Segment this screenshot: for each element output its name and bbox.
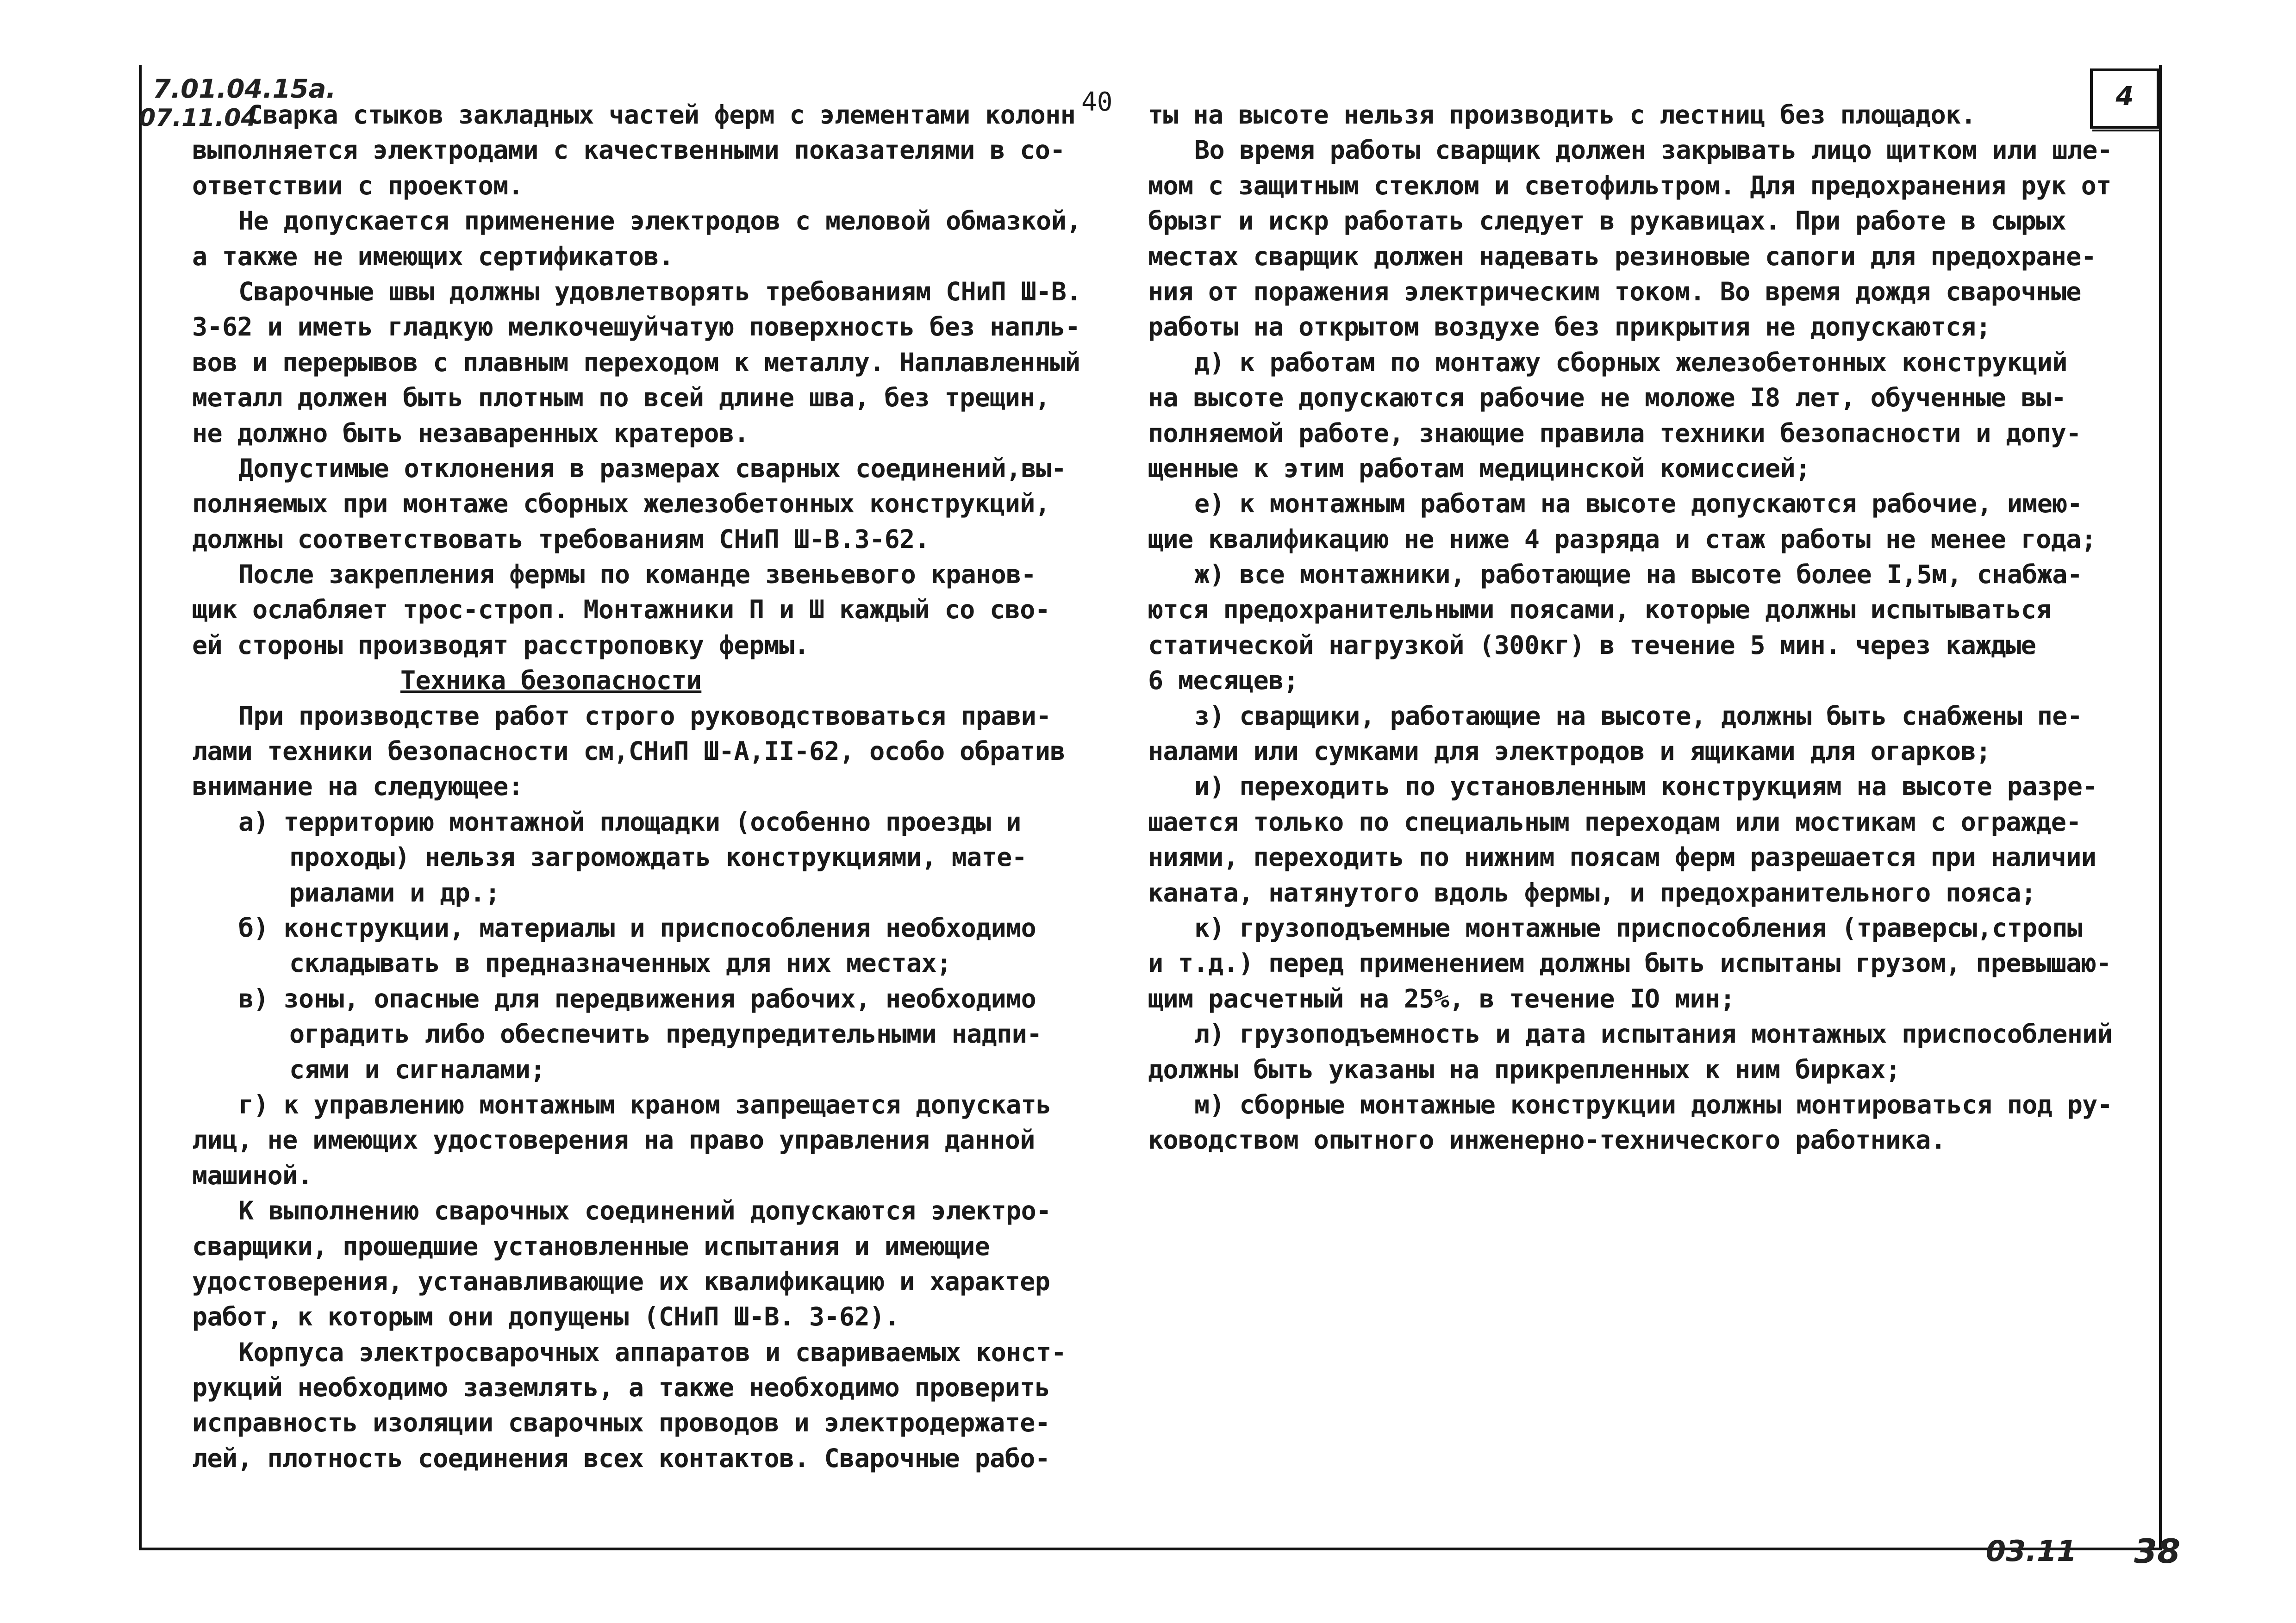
text-line: щенные к этим работам медицинской комиссией; [1148, 453, 1810, 483]
text-line: проходы) нельзя загромождать конструкциями, мате- [289, 842, 1027, 872]
text-line: и т.д.) перед применением должны быть испытаны грузом, превышаю- [1148, 948, 2111, 978]
text-line: Допустимые отклонения в размерах сварных соединений,вы- [238, 453, 1067, 483]
text-line: брызг и искр работать следует в рукавицах. При работе в сырых [1148, 206, 2066, 236]
text-line: После закрепления фермы по команде звеньевого кранов- [238, 560, 1036, 590]
text-line: Сварка стыков закладных частей ферм с элементами колонн [248, 100, 1076, 130]
list-item: м) сборные монтажные конструкции должны монтироваться под ру- [1194, 1089, 2113, 1119]
text-line: а также не имеющих сертификатов. [192, 241, 674, 271]
text-line: сварщики, прошедшие установленные испытания и имеющие [192, 1231, 990, 1261]
text-line: ты на высоте нельзя производить с лестниц без площадок. [1148, 100, 1976, 130]
list-item: з) сварщики, работающие на высоте, должны быть снабжены пе- [1194, 701, 2083, 731]
text-line: лей, плотность соединения всех контактов. Сварочные рабо- [192, 1443, 1050, 1473]
text-line: не должно быть незаваренных кратеров. [192, 418, 749, 448]
text-line: ей стороны производят расстроповку фермы. [192, 630, 810, 660]
text-line: ководством опытного инженерно-технического работника. [1148, 1125, 1946, 1155]
handwritten-date: 07.11.04 [139, 104, 258, 132]
text-line: на высоте допускаются рабочие не моложе I8 лет, обученные вы- [1148, 383, 2066, 413]
section-heading: Техника безопасности [400, 665, 702, 696]
text-line: внимание на следующее: [192, 771, 524, 802]
text-line: Корпуса электросварочных аппаратов и свариваемых конст- [238, 1337, 1067, 1367]
text-line: 6 месяцев; [1148, 665, 1299, 696]
text-line: риалами и др.; [289, 877, 500, 908]
text-line: шается только по специальным переходам или мостикам с огражде- [1148, 807, 2081, 837]
text-line: щие квалификацию не ниже 4 разряда и стаж работы не менее года; [1148, 524, 2096, 554]
text-line: щик ослабляет трос-строп. Монтажники П и Ш каждый со сво- [192, 595, 1050, 625]
text-line: должны соответствовать требованиям СНиП Ш-В.3-62. [192, 524, 930, 554]
text-line: щим расчетный на 25%, в течение IO мин; [1148, 983, 1735, 1014]
text-line: удостоверения, устанавливающие их квалификацию и характер [192, 1266, 1050, 1296]
text-line: работ, к которым они допущены (СНиП Ш-В. 3-62). [192, 1302, 900, 1332]
page-number: 40 [1081, 87, 1113, 117]
list-item: л) грузоподъемность и дата испытания монтажных приспособлений [1194, 1019, 2113, 1049]
text-line: складывать в предназначенных для них местах; [289, 948, 952, 978]
text-line: полняемых при монтаже сборных железобетонных конструкций, [192, 489, 1050, 519]
list-item: б) конструкции, материалы и приспособления необходимо [238, 913, 1036, 943]
text-line: должны быть указаны на прикрепленных к ним бирках; [1148, 1054, 1901, 1084]
list-item: к) грузоподъемные монтажные приспособления (траверсы,стропы [1194, 913, 2083, 943]
frame-bottom-line [139, 1548, 2162, 1550]
list-item: а) территорию монтажной площадки (особенно проезды и [238, 807, 1021, 837]
list-item: ж) все монтажники, работающие на высоте более I,5м, снабжа- [1194, 560, 2083, 590]
text-line: рукций необходимо заземлять, а также необходимо проверить [192, 1373, 1050, 1403]
handwritten-footer-mark: 03.11 [1986, 1534, 2077, 1568]
text-line: ются предохранительными поясами, которые должны испытываться [1148, 595, 2051, 625]
text-line: каната, натянутого вдоль фермы, и предохранительного пояса; [1148, 877, 2036, 908]
sheet-number: 38 [2134, 1532, 2181, 1571]
text-line: полняемой работе, знающие правила техники безопасности и допу- [1148, 418, 2081, 448]
list-item: е) к монтажным работам на высоте допускаются рабочие, имею- [1194, 489, 2083, 519]
text-line: работы на открытом воздухе без прикрытия не допускаются; [1148, 312, 1991, 342]
list-item: д) к работам по монтажу сборных железобетонных конструкций [1194, 347, 2067, 377]
text-line: Во время работы сварщик должен закрывать лицо щитком или шле- [1194, 135, 2113, 165]
text-line: К выполнению сварочных соединений допускаются электро- [238, 1196, 1051, 1226]
text-line: лиц, не имеющих удостоверения на право управления данной [192, 1125, 1035, 1155]
text-line: 3-62 и иметь гладкую мелкочешуйчатую поверхность без напль- [192, 312, 1080, 342]
list-item: и) переходить по установленным конструкциям на высоте разре- [1194, 771, 2097, 802]
text-line: местах сварщик должен надевать резиновые сапоги для предохране- [1148, 241, 2096, 271]
text-line: вов и перерывов с плавным переходом к металлу. Наплавленный [192, 347, 1080, 377]
frame-right-line [2159, 65, 2162, 1550]
handwritten-doc-code: 7.01.04.15a. [153, 74, 336, 104]
text-line: Не допускается применение электродов с меловой обмазкой, [238, 206, 1081, 236]
text-line: При производстве работ строго руководствоваться прави- [238, 701, 1051, 731]
text-line: ниями, переходить по нижним поясам ферм разрешается при наличии [1148, 842, 2096, 872]
text-line: ответствии с проектом. [192, 170, 524, 200]
right-column [1148, 97, 2113, 1158]
text-line: сями и сигналами; [289, 1054, 545, 1084]
text-line: лами техники безопасности см,СНиП Ш-А,II-62, особо обратив [192, 736, 1065, 766]
text-line: налами или сумками для электродов и ящиками для огарков; [1148, 736, 1991, 766]
frame-left-line [139, 65, 142, 1550]
text-line: металл должен быть плотным по всей длине шва, без трещин, [192, 383, 1050, 413]
left-column [192, 97, 1081, 1476]
list-item: г) к управлению монтажным краном запрещается допускать [238, 1089, 1051, 1119]
text-line: машиной. [192, 1160, 313, 1190]
text-line: статической нагрузкой (300кг) в течение 5 мин. через каждые [1148, 630, 2036, 660]
stamp-number: 4 [2090, 68, 2159, 129]
text-line: исправность изоляции сварочных проводов и электродержате- [192, 1408, 1050, 1438]
text-line: мом с защитным стеклом и светофильтром. Для предохранения рук от [1148, 170, 2111, 200]
text-line: оградить либо обеспечить предупредительными надпи- [289, 1019, 1042, 1049]
list-item: в) зоны, опасные для передвижения рабочих, необходимо [238, 983, 1036, 1014]
text-line: Сварочные швы должны удовлетворять требованиям СНиП Ш-В. [238, 276, 1081, 306]
frame-top-line [2092, 130, 2162, 131]
text-line: выполняется электродами с качественными показателями в со- [192, 135, 1065, 165]
text-line: ния от поражения электрическим током. Во время дождя сварочные [1148, 276, 2081, 306]
